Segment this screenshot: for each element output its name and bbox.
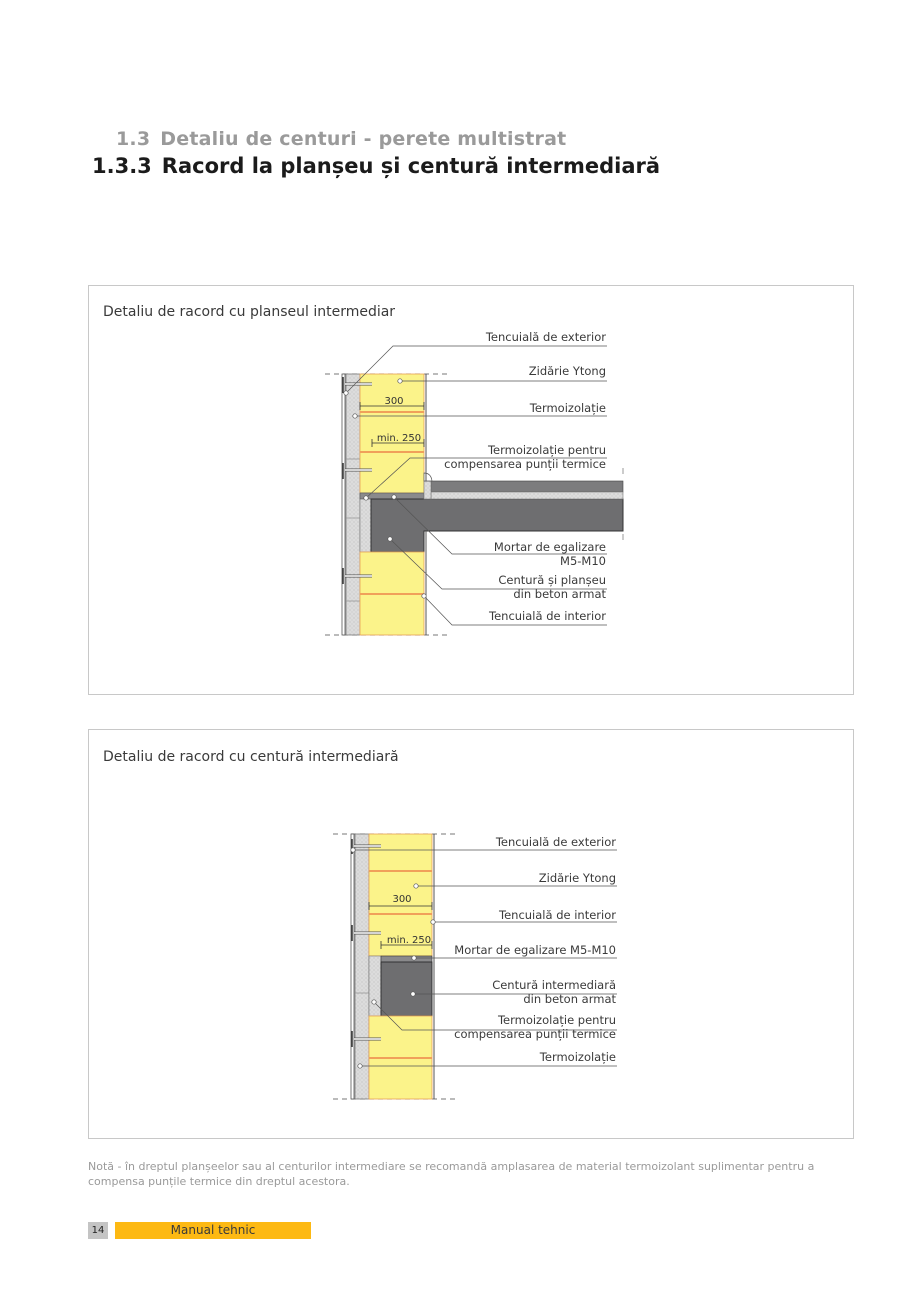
dimension-300: 300	[384, 396, 404, 407]
label-exterior-render: Tencuială de exterior	[495, 835, 616, 849]
label-interior-render: Tencuială de interior	[499, 908, 616, 922]
label-ytong-masonry: Zidărie Ytong	[538, 871, 616, 885]
section-number: 1.3	[116, 128, 151, 150]
dimension-min-250: min. 250	[386, 935, 432, 946]
page-number: 14	[88, 1222, 108, 1239]
footer-label: Manual tehnic	[115, 1222, 311, 1239]
label-exterior-render: Tencuială de exterior	[485, 330, 606, 344]
label-interior-render: Tencuială de interior	[489, 609, 606, 623]
label-ytong-masonry: Zidărie Ytong	[528, 364, 606, 378]
footnote: Notă - în dreptul planșeelor sau al centurilor intermediare se recomandă amplasarea de material termoizolant suplimentar pentru a compensa punțile termice din dreptul acestora.	[88, 1160, 815, 1188]
floor-slab-detail-drawing	[89, 286, 855, 696]
page-title	[92, 154, 660, 178]
section-title-text: Detaliu de centuri - perete multistrat	[160, 128, 567, 150]
label-thermal-insulation: Termoizolație	[539, 1050, 616, 1064]
subsection-number: 1.3.3	[92, 154, 152, 178]
label-thermal-bridge-insulation: Termoizolație pentru compensarea punții termice	[444, 443, 606, 471]
detail-panel-ring-beam	[88, 729, 854, 1139]
label-leveling-mortar: Mortar de egalizare M5-M10	[454, 943, 616, 957]
panel-title: Detaliu de racord cu centură intermediară	[103, 749, 399, 765]
ring-beam-detail-drawing	[89, 730, 855, 1140]
subsection-title-text: Racord la planșeu și centură intermediară	[161, 154, 661, 178]
label-concrete-beam-slab: Centură și planșeu din beton armat	[498, 573, 606, 601]
dimension-min-250: min. 250	[376, 433, 422, 444]
detail-panel-floor-slab	[88, 285, 854, 695]
label-ring-beam: Centură intermediară din beton armat	[492, 978, 616, 1006]
dimension-300: 300	[392, 894, 412, 905]
section-title	[116, 128, 566, 150]
panel-title: Detaliu de racord cu planseul intermediar	[103, 304, 396, 320]
label-thermal-insulation: Termoizolație	[529, 401, 606, 415]
label-leveling-mortar: Mortar de egalizare M5-M10	[493, 540, 606, 568]
label-thermal-bridge-insulation: Termoizolație pentru compensarea punții termice	[454, 1013, 616, 1041]
